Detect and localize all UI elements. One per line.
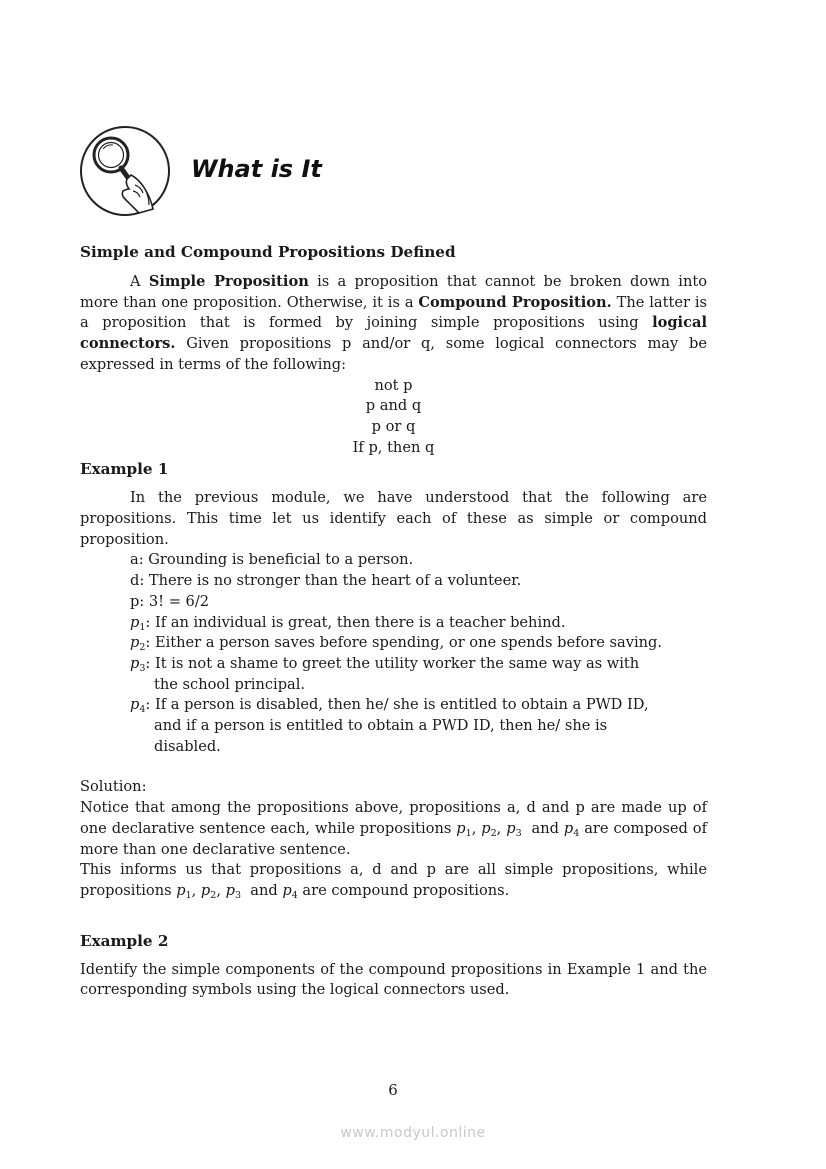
section-heading: Simple and Compound Propositions Defined [80, 243, 456, 261]
example2-heading: Example 2 [80, 931, 169, 950]
connector-item: not p [374, 376, 413, 394]
example1-intro: In the previous module, we have understood that the following are propositions. This time let us identify each of these as simple or compound proposition. [80, 489, 707, 548]
list-item: $p_2$ : Either a person saves before spending, or one spends before saving. [130, 634, 663, 654]
example1-heading: Example 1 [80, 460, 169, 479]
list-item: a : Grounding is beneficial to a person. [130, 551, 414, 569]
connector-item: p or q [371, 417, 416, 435]
connector-list [80, 376, 707, 459]
page-number: 6 [388, 1081, 398, 1099]
list-item: d : There is no stronger than the heart of a volunteer. [130, 572, 522, 590]
list-item: $p_4$ : If a person is disabled, then he/ she is entitled to obtain a PWD ID, and if a person is entitled to obtain a PWD ID, then he/ she is disabled. [130, 696, 649, 755]
list-item: p : 3! = 6/2 [130, 592, 210, 610]
connector-item: p and q [365, 397, 422, 415]
example1-proposition-list [130, 550, 707, 757]
watermark: www.modyul.online [340, 1125, 486, 1141]
solution-paragraph-1: Notice that among the propositions above, propositions a, d and p are made up of one declarative sentence each, while propositions $p_1$, $p_2$, $p_3$ and $p_4$ are composed of more than one declarative sentence. [80, 799, 707, 858]
page-title: What is It [191, 155, 322, 183]
solution-label: Solution: [80, 778, 147, 796]
list-item: $p_3$ : It is not a shame to greet the utility worker the same way as with the school principal. [130, 654, 640, 693]
solution-paragraph-2: This informs us that propositions a, d and p are all simple propositions, while propositions $p_1$, $p_2$, $p_3$ and $p_4$ are compound propositions. [80, 861, 707, 901]
intro-paragraph: A Simple Proposition is a proposition that cannot be broken down into more than one proposition. Otherwise, it is a Compound Proposition. The latter is a proposition that is formed by joining simple propositions using logical connectors. Given propositions p and/or q, some logical connectors may be expressed in terms of the following: [80, 273, 707, 373]
main-content [80, 241, 707, 1001]
magnifying-glass-icon [79, 125, 171, 217]
example2-paragraph: Identify the simple components of the compound propositions in Example 1 and the corresponding symbols using the logical connectors used. [80, 960, 707, 999]
list-item: $p_1$ : If an individual is great, then there is a teacher behind. [130, 613, 566, 633]
connector-item: If p, then q [352, 438, 435, 456]
